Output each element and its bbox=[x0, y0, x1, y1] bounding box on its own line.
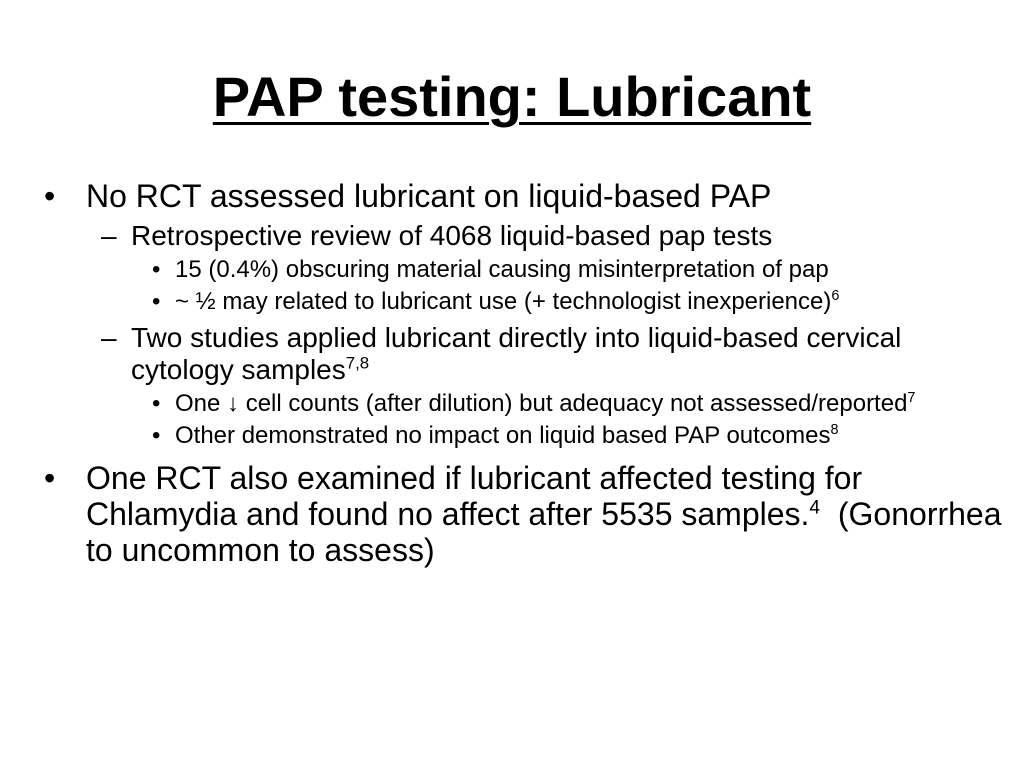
sub-bullet-text bbox=[131, 322, 991, 386]
sub-sub-bullet-body: Other demonstrated no impact on liquid based PAP outcomes bbox=[175, 422, 831, 449]
sub-sub-bullet-body: ~ ½ may related to lubricant use (+ technologist inexperience) bbox=[175, 288, 832, 315]
bullet-marker: • bbox=[44, 178, 56, 214]
sub-sub-bullet-item bbox=[0, 256, 985, 284]
bullet-text bbox=[86, 460, 1011, 568]
dash-marker: – bbox=[101, 220, 117, 251]
bullet-marker: • bbox=[152, 422, 161, 449]
citation-superscript: 6 bbox=[831, 288, 840, 304]
citation-superscript: 8 bbox=[830, 422, 839, 438]
bullet-text: No RCT assessed lubricant on liquid-based PAP bbox=[86, 178, 772, 214]
citation-superscript: 4 bbox=[809, 497, 821, 519]
bullet-marker: • bbox=[152, 390, 161, 417]
sub-sub-bullet-body: One ↓ cell counts (after dilution) but adequacy not assessed/reported bbox=[175, 390, 908, 417]
sub-sub-bullet-text bbox=[175, 288, 985, 316]
bullet-item bbox=[0, 178, 1006, 214]
slide-title: PAP testing: Lubricant bbox=[212, 65, 812, 128]
sub-bullet-item bbox=[0, 322, 991, 386]
bullet-item bbox=[0, 460, 1011, 568]
sub-bullet-body: Two studies applied lubricant directly into liquid-based cervical cytology samples bbox=[131, 322, 902, 385]
citation-superscript: 7 bbox=[907, 390, 916, 406]
dash-marker: – bbox=[101, 322, 117, 353]
bullet-marker: • bbox=[44, 460, 56, 496]
bullet-marker: • bbox=[152, 256, 161, 283]
sub-sub-bullet-text: 15 (0.4%) obscuring material causing misinterpretation of pap bbox=[175, 256, 829, 283]
bullet-tail: (Gonorrhea to uncommon to assess) bbox=[86, 496, 1011, 568]
sub-sub-bullet-item bbox=[0, 390, 985, 418]
sub-sub-bullet-item bbox=[0, 288, 985, 316]
bullet-list bbox=[0, 178, 1024, 568]
sub-sub-bullet-item bbox=[0, 422, 985, 450]
bullet-marker: • bbox=[152, 288, 161, 315]
sub-bullet-item bbox=[0, 220, 991, 252]
sub-sub-bullet-text bbox=[175, 390, 985, 418]
bullet-body: One RCT also examined if lubricant affected testing for Chlamydia and found no affect after 5535 samples. bbox=[86, 460, 863, 532]
citation-superscript: 7,8 bbox=[345, 353, 370, 373]
sub-sub-bullet-text bbox=[175, 422, 985, 450]
sub-bullet-text: Retrospective review of 4068 liquid-based pap tests bbox=[131, 220, 773, 251]
